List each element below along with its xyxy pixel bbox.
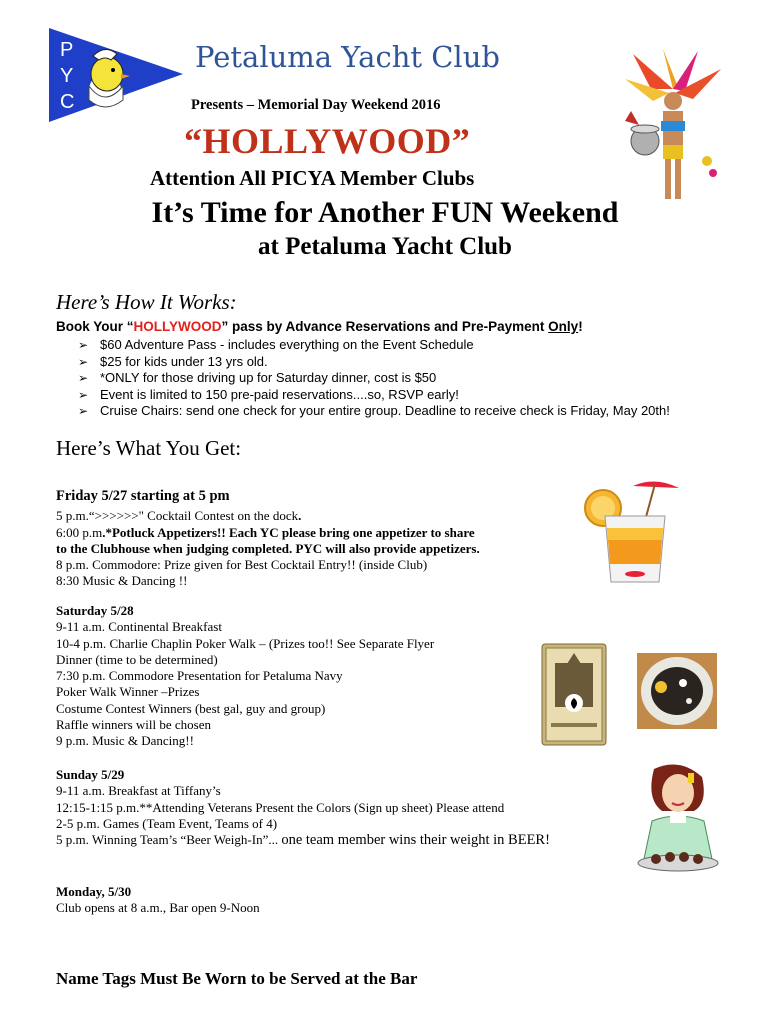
friday-line2: .*Potluck Appetizers!! Each YC please bring one appetizer to share — [102, 524, 475, 540]
saturday-heading: Saturday 5/28 — [56, 603, 134, 618]
schedule-line: 8:30 Music & Dancing !! — [56, 573, 188, 589]
carnival-dancer-image — [623, 49, 723, 204]
pyc-pennant-logo — [47, 26, 185, 124]
logo-letter-c: C — [60, 91, 75, 113]
schedule-line: 2-5 p.m. Games (Team Event, Teams of 4) — [56, 815, 278, 831]
friday-schedule — [56, 488, 480, 590]
friday-line1: 5 p.m.“>>>>>>" Cocktail Contest on the dock — [56, 508, 299, 524]
list-item — [80, 403, 670, 420]
schedule-line — [56, 508, 480, 524]
friday-heading: Friday 5/27 starting at 5 pm — [56, 488, 230, 504]
schedule-line: Poker Walk Winner –Prizes — [56, 684, 200, 700]
monday-schedule — [56, 884, 260, 917]
logo-letter-y: Y — [60, 65, 74, 87]
book-suffix: ! — [578, 319, 583, 334]
bullet-text: $60 Adventure Pass - includes everything on the Event Schedule — [100, 337, 474, 352]
schedule-line — [56, 525, 480, 541]
headline-line1: It’s Time for Another FUN Weekend — [151, 196, 619, 229]
poker-card-image — [541, 643, 607, 746]
schedule-line: Dinner (time to be determined) — [56, 651, 218, 667]
schedule-line: to the Clubhouse when judging completed. PYC will also provide appetizers. — [56, 540, 480, 556]
schedule-line: Club opens at 8 a.m., Bar open 9-Noon — [56, 900, 260, 916]
book-only: Only — [548, 319, 579, 334]
sunday-heading: Sunday 5/29 — [56, 767, 125, 782]
schedule-line: Costume Contest Winners (best gal, guy and group) — [56, 700, 326, 716]
theme-title: “HOLLYWOOD” — [184, 121, 471, 161]
attention-line: Attention All PICYA Member Clubs — [150, 166, 475, 190]
arrow-bullet-icon: ➢ — [78, 338, 89, 352]
schedule-line: 8 p.m. Commodore: Prize given for Best Cocktail Entry!! (inside Club) — [56, 557, 428, 573]
what-you-get-heading: Here’s What You Get: — [56, 436, 242, 460]
arrow-bullet-icon: ➢ — [78, 371, 89, 385]
bullet-text: $25 for kids under 13 yrs old. — [100, 353, 268, 369]
sunday-last-b: one team member wins their weight in BEER! — [281, 832, 550, 849]
arrow-bullet-icon: ➢ — [78, 354, 89, 369]
monday-heading: Monday, 5/30 — [56, 884, 132, 899]
schedule-line: 9 p.m. Music & Dancing!! — [56, 733, 194, 749]
club-title: Petaluma Yacht Club — [195, 40, 500, 74]
list-item — [80, 370, 670, 387]
bullet-text: Event is limited to 150 pre-paid reservations....so, RSVP early! — [100, 386, 459, 402]
sunday-last-a: 5 p.m. Winning Team’s “Beer Weigh-In”... — [56, 832, 282, 848]
book-middle: ” pass by Advance Reservations and Pre-Payment — [221, 319, 549, 334]
schedule-line: 12:15-1:15 p.m.**Attending Veterans Present the Colors (Sign up sheet) Please attend — [56, 799, 505, 815]
book-pass-line — [56, 319, 583, 334]
bullet-text: Cruise Chairs: send one check for your entire group. Deadline to receive check is Friday, May 20th! — [100, 403, 670, 418]
cocktail-glass-image — [583, 478, 693, 588]
list-item — [80, 354, 670, 371]
waitress-image — [632, 763, 724, 883]
logo-letter-p: P — [60, 39, 74, 61]
book-highlight: HOLLYWOOD — [133, 319, 222, 334]
schedule-line: 7:30 p.m. Commodore Presentation for Petaluma Navy — [56, 668, 343, 684]
friday-line2-time: 6:00 p.m — [56, 524, 103, 540]
list-item — [80, 387, 670, 404]
schedule-line: 9-11 a.m. Continental Breakfast — [56, 619, 222, 635]
how-it-works-heading: Here’s How It Works: — [56, 290, 237, 314]
food-plate-image — [637, 653, 717, 729]
sunday-schedule — [56, 767, 550, 848]
schedule-line: 10-4 p.m. Charlie Chaplin Poker Walk – (Prizes too!! See Separate Flyer — [56, 635, 435, 651]
schedule-line: 9-11 a.m. Breakfast at Tiffany’s — [56, 783, 221, 799]
pricing-bullet-list — [80, 337, 670, 420]
headline-line2: at Petaluma Yacht Club — [258, 233, 512, 260]
schedule-line — [56, 832, 550, 848]
book-prefix: Book Your “ — [56, 319, 134, 334]
arrow-bullet-icon: ➢ — [78, 404, 89, 418]
schedule-line: Raffle winners will be chosen — [56, 717, 211, 733]
presents-line: Presents – Memorial Day Weekend 2016 — [191, 97, 441, 113]
name-tags-notice: Name Tags Must Be Worn to be Served at the Bar — [56, 969, 418, 988]
saturday-schedule — [56, 603, 434, 750]
friday-line1-end: . — [298, 508, 302, 524]
arrow-bullet-icon: ➢ — [78, 387, 89, 402]
bullet-text: *ONLY for those driving up for Saturday dinner, cost is $50 — [100, 370, 437, 385]
list-item — [80, 337, 670, 354]
